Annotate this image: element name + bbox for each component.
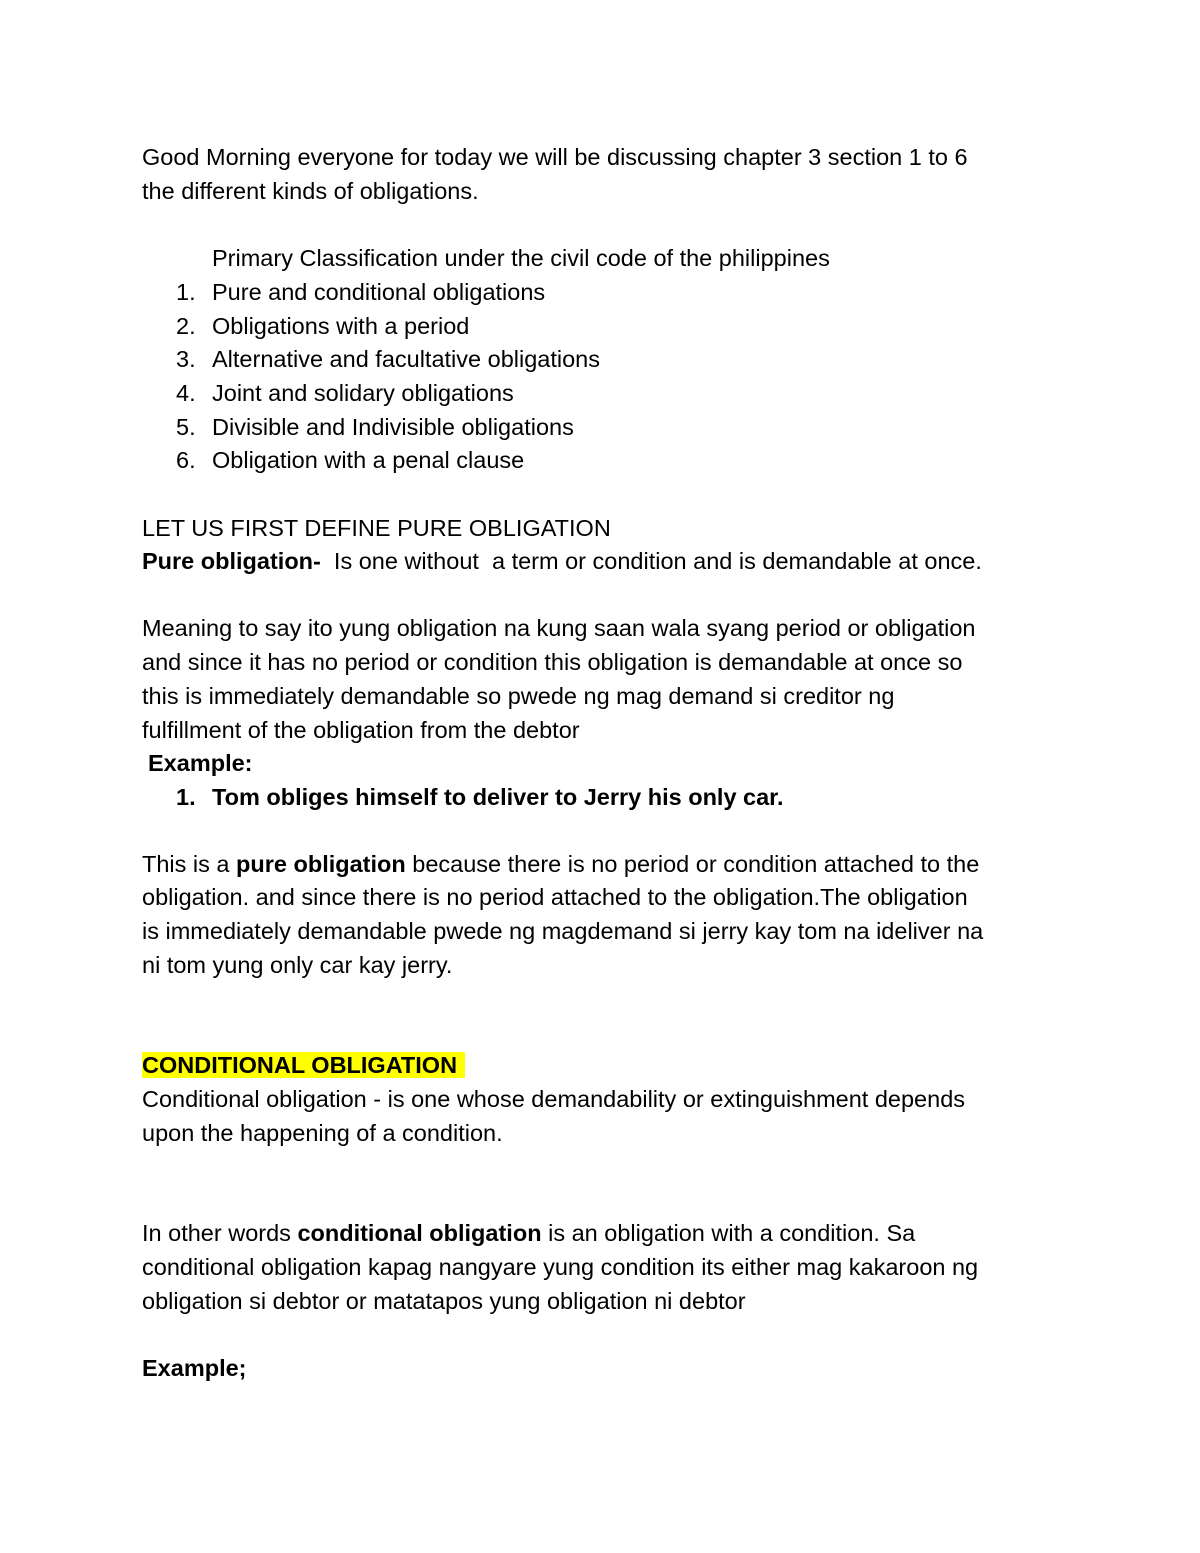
example-text: Tom obliges himself to deliver to Jerry his only car. bbox=[212, 784, 784, 810]
list-item-number: 4. bbox=[176, 380, 196, 406]
list-item-number: 6. bbox=[176, 447, 196, 473]
explanation-line-1 bbox=[142, 847, 979, 881]
pure-obligation-term: Pure obligation- bbox=[142, 548, 321, 574]
meaning-line-1: Meaning to say ito yung obligation na kung saan wala syang period or obligation bbox=[142, 615, 976, 641]
intro-line-2: the different kinds of obligations. bbox=[142, 178, 479, 204]
list-item: Joint and solidary obligations bbox=[212, 380, 514, 406]
example-number: 1. bbox=[176, 784, 196, 810]
pure-obligation-definition bbox=[142, 544, 982, 578]
classification-heading: Primary Classification under the civil code of the philippines bbox=[212, 245, 830, 271]
list-item-number: 2. bbox=[176, 313, 196, 339]
intro-line-1: Good Morning everyone for today we will be discussing chapter 3 section 1 to 6 bbox=[142, 144, 968, 170]
explanation-line-4: ni tom yung only car kay jerry. bbox=[142, 952, 453, 978]
conditional-example-label: Example; bbox=[142, 1355, 247, 1381]
conditional-definition-line-1: Conditional obligation - is one whose demandability or extinguishment depends bbox=[142, 1086, 966, 1112]
explanation-pre: This is a bbox=[142, 851, 237, 877]
explanation-line-2: obligation. and since there is no period attached to the obligation.The obligation bbox=[142, 884, 968, 910]
other-words-line-2: conditional obligation kapag nangyare yung condition its either mag kakaroon ng bbox=[142, 1254, 979, 1280]
list-item-number: 5. bbox=[176, 414, 196, 440]
pure-obligation-definition-text: Is one without a term or condition and is demandable at once. bbox=[320, 548, 982, 574]
pure-obligation-heading: LET US FIRST DEFINE PURE OBLIGATION bbox=[142, 515, 611, 541]
conditional-definition-line-2: upon the happening of a condition. bbox=[142, 1120, 503, 1146]
list-item: Alternative and facultative obligations bbox=[212, 346, 600, 372]
list-item: Obligation with a penal clause bbox=[212, 447, 525, 473]
other-words-line-3: obligation si debtor or matatapos yung obligation ni debtor bbox=[142, 1288, 746, 1314]
other-words-line-1 bbox=[142, 1216, 915, 1250]
meaning-line-3: this is immediately demandable so pwede ng mag demand si creditor ng bbox=[142, 683, 895, 709]
explanation-line-3: is immediately demandable pwede ng magdemand si jerry kay tom na ideliver na bbox=[142, 918, 984, 944]
explanation-bold: pure obligation bbox=[236, 851, 406, 877]
list-item: Divisible and Indivisible obligations bbox=[212, 414, 574, 440]
other-words-pre: In other words bbox=[142, 1220, 298, 1246]
conditional-obligation-heading bbox=[142, 1048, 465, 1082]
explanation-post: because there is no period or condition attached to the bbox=[405, 851, 980, 877]
list-item-number: 3. bbox=[176, 346, 196, 372]
meaning-line-4: fulfillment of the obligation from the debtor bbox=[142, 717, 580, 743]
example-label: Example: bbox=[148, 750, 253, 776]
list-item: Obligations with a period bbox=[212, 313, 470, 339]
list-item: Pure and conditional obligations bbox=[212, 279, 546, 305]
highlighted-heading: CONDITIONAL OBLIGATION bbox=[142, 1052, 465, 1078]
meaning-line-2: and since it has no period or condition this obligation is demandable at once so bbox=[142, 649, 963, 675]
list-item-number: 1. bbox=[176, 279, 196, 305]
other-words-post: is an obligation with a condition. Sa bbox=[541, 1220, 916, 1246]
other-words-bold: conditional obligation bbox=[297, 1220, 542, 1246]
